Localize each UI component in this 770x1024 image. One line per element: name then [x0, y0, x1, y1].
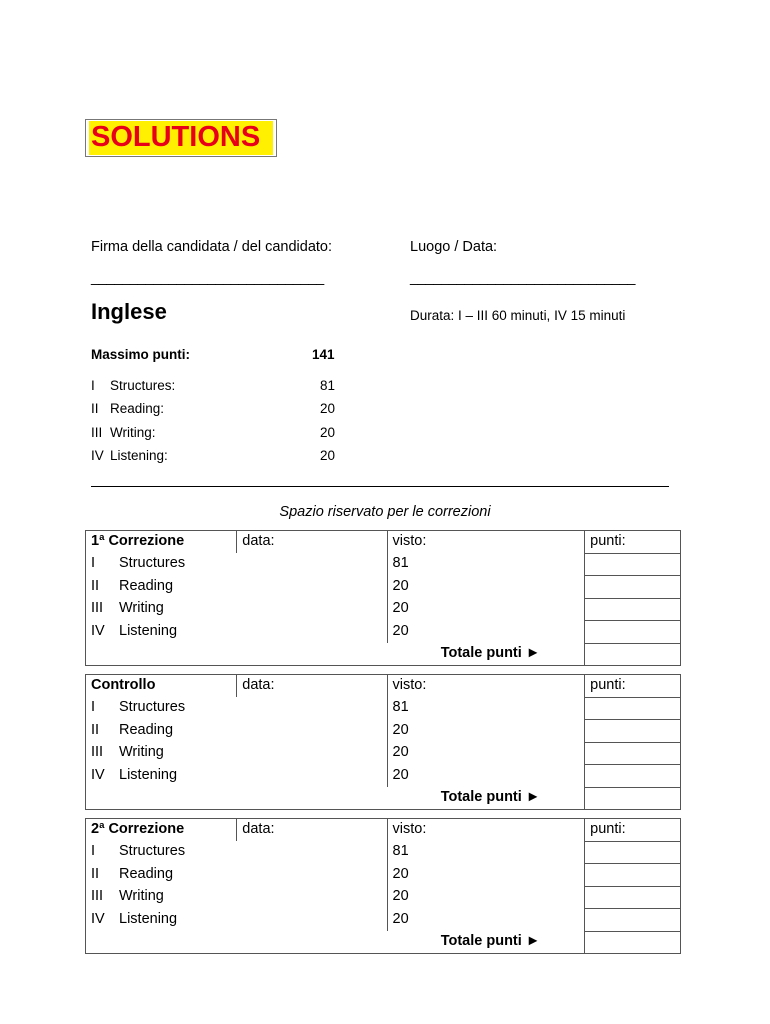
visto-label[interactable]: visto: — [387, 675, 585, 698]
row-name: Reading — [119, 865, 174, 882]
corrections-title: Spazio riservato per le correzioni — [279, 504, 491, 520]
subject-title: Inglese — [91, 299, 167, 324]
duration-text: Durata: I – III 60 minuti, IV 15 minuti — [410, 308, 626, 323]
row-name: Writing — [119, 744, 164, 760]
row-points: 20 — [387, 621, 585, 644]
row-name: Structures — [119, 843, 186, 859]
table-row — [86, 765, 681, 788]
row-score-cell[interactable] — [585, 576, 681, 599]
signature-label: Firma della candidata / del candidato: — [91, 239, 333, 255]
table-row — [86, 576, 681, 599]
correction-table — [85, 530, 681, 666]
table-row — [86, 621, 681, 644]
row-num: II — [91, 865, 100, 882]
punti-label[interactable]: punti: — [585, 675, 681, 698]
summary-points: 81 — [320, 378, 336, 393]
row-num: I — [91, 699, 96, 715]
table-row — [86, 909, 681, 932]
row-points: 20 — [387, 720, 585, 743]
visto-label[interactable]: visto: — [387, 531, 585, 554]
summary-num: II — [91, 401, 99, 416]
table-row — [86, 697, 681, 720]
row-score-cell[interactable] — [585, 909, 681, 932]
row-points: 20 — [387, 742, 585, 765]
row-points: 20 — [387, 864, 585, 887]
visto-label[interactable]: visto: — [387, 819, 585, 842]
total-label: Totale punti ► — [86, 787, 585, 810]
row-num: I — [91, 555, 96, 571]
row-name: Reading — [119, 721, 174, 738]
summary-name: Writing: — [110, 425, 156, 440]
row-num: III — [91, 744, 104, 760]
summary-num: IV — [91, 448, 104, 463]
summary-num: I — [91, 378, 95, 393]
row-score-cell[interactable] — [585, 886, 681, 909]
row-name: Writing — [119, 888, 164, 904]
row-num: IV — [91, 910, 105, 927]
table-row — [86, 553, 681, 576]
total-score-cell[interactable] — [585, 643, 681, 666]
row-points: 20 — [387, 598, 585, 621]
row-points: 20 — [387, 765, 585, 788]
row-points: 20 — [387, 576, 585, 599]
summary-name: Structures: — [110, 378, 176, 393]
row-score-cell[interactable] — [585, 553, 681, 576]
row-name: Structures — [119, 555, 186, 571]
row-name: Reading — [119, 577, 174, 594]
summary-points: 20 — [320, 401, 336, 416]
correction-table — [85, 818, 681, 954]
row-score-cell[interactable] — [585, 765, 681, 788]
total-row — [86, 931, 681, 954]
row-score-cell[interactable] — [585, 864, 681, 887]
punti-label[interactable]: punti: — [585, 819, 681, 842]
row-score-cell[interactable] — [585, 841, 681, 864]
signature-line: ______________________________ — [91, 270, 324, 286]
row-points: 20 — [387, 909, 585, 932]
row-name: Listening — [119, 766, 178, 783]
row-score-cell[interactable] — [585, 598, 681, 621]
summary-points: 20 — [320, 448, 336, 463]
total-row — [86, 643, 681, 666]
row-name: Structures — [119, 699, 186, 715]
row-num: II — [91, 721, 100, 738]
summary-name: Listening: — [110, 448, 168, 463]
max-points-label: Massimo punti: — [91, 347, 191, 362]
date-label[interactable]: data: — [237, 531, 387, 554]
row-num: III — [91, 600, 104, 616]
table-row — [86, 720, 681, 743]
summary-name: Reading: — [110, 401, 165, 416]
table-row — [86, 886, 681, 909]
total-label: Totale punti ► — [86, 643, 585, 666]
correction-table — [85, 674, 681, 810]
table-row — [86, 841, 681, 864]
row-points: 20 — [387, 886, 585, 909]
place-date-line: _____________________________ — [410, 270, 636, 286]
row-score-cell[interactable] — [585, 720, 681, 743]
row-name: Listening — [119, 910, 178, 927]
solutions-stamp — [85, 119, 277, 157]
block-title: Controllo — [86, 675, 237, 698]
row-num: IV — [91, 766, 105, 783]
table-row — [86, 742, 681, 765]
row-name: Listening — [119, 622, 178, 639]
date-label[interactable]: data: — [237, 819, 387, 842]
total-label: Totale punti ► — [86, 931, 585, 954]
punti-label[interactable]: punti: — [585, 531, 681, 554]
row-num: III — [91, 888, 104, 904]
total-score-cell[interactable] — [585, 931, 681, 954]
row-score-cell[interactable] — [585, 742, 681, 765]
row-points: 81 — [387, 697, 585, 720]
row-name: Writing — [119, 600, 164, 616]
date-label[interactable]: data: — [237, 675, 387, 698]
summary-num: III — [91, 425, 103, 440]
row-num: II — [91, 577, 100, 594]
summary-points: 20 — [320, 425, 336, 440]
block-title: 2ª Correzione — [86, 819, 237, 842]
row-score-cell[interactable] — [585, 621, 681, 644]
total-score-cell[interactable] — [585, 787, 681, 810]
row-points: 81 — [387, 553, 585, 576]
table-header-row — [86, 819, 681, 842]
divider — [91, 486, 669, 487]
row-num: IV — [91, 622, 105, 639]
table-row — [86, 598, 681, 621]
place-date-label: Luogo / Data: — [410, 239, 498, 255]
table-header-row — [86, 675, 681, 698]
row-score-cell[interactable] — [585, 697, 681, 720]
total-row — [86, 787, 681, 810]
table-row — [86, 864, 681, 887]
row-num: I — [91, 843, 96, 859]
block-title: 1ª Correzione — [86, 531, 237, 554]
solutions-text: SOLUTIONS — [89, 121, 273, 155]
max-points-value: 141 — [312, 347, 335, 362]
row-points: 81 — [387, 841, 585, 864]
table-header-row — [86, 531, 681, 554]
